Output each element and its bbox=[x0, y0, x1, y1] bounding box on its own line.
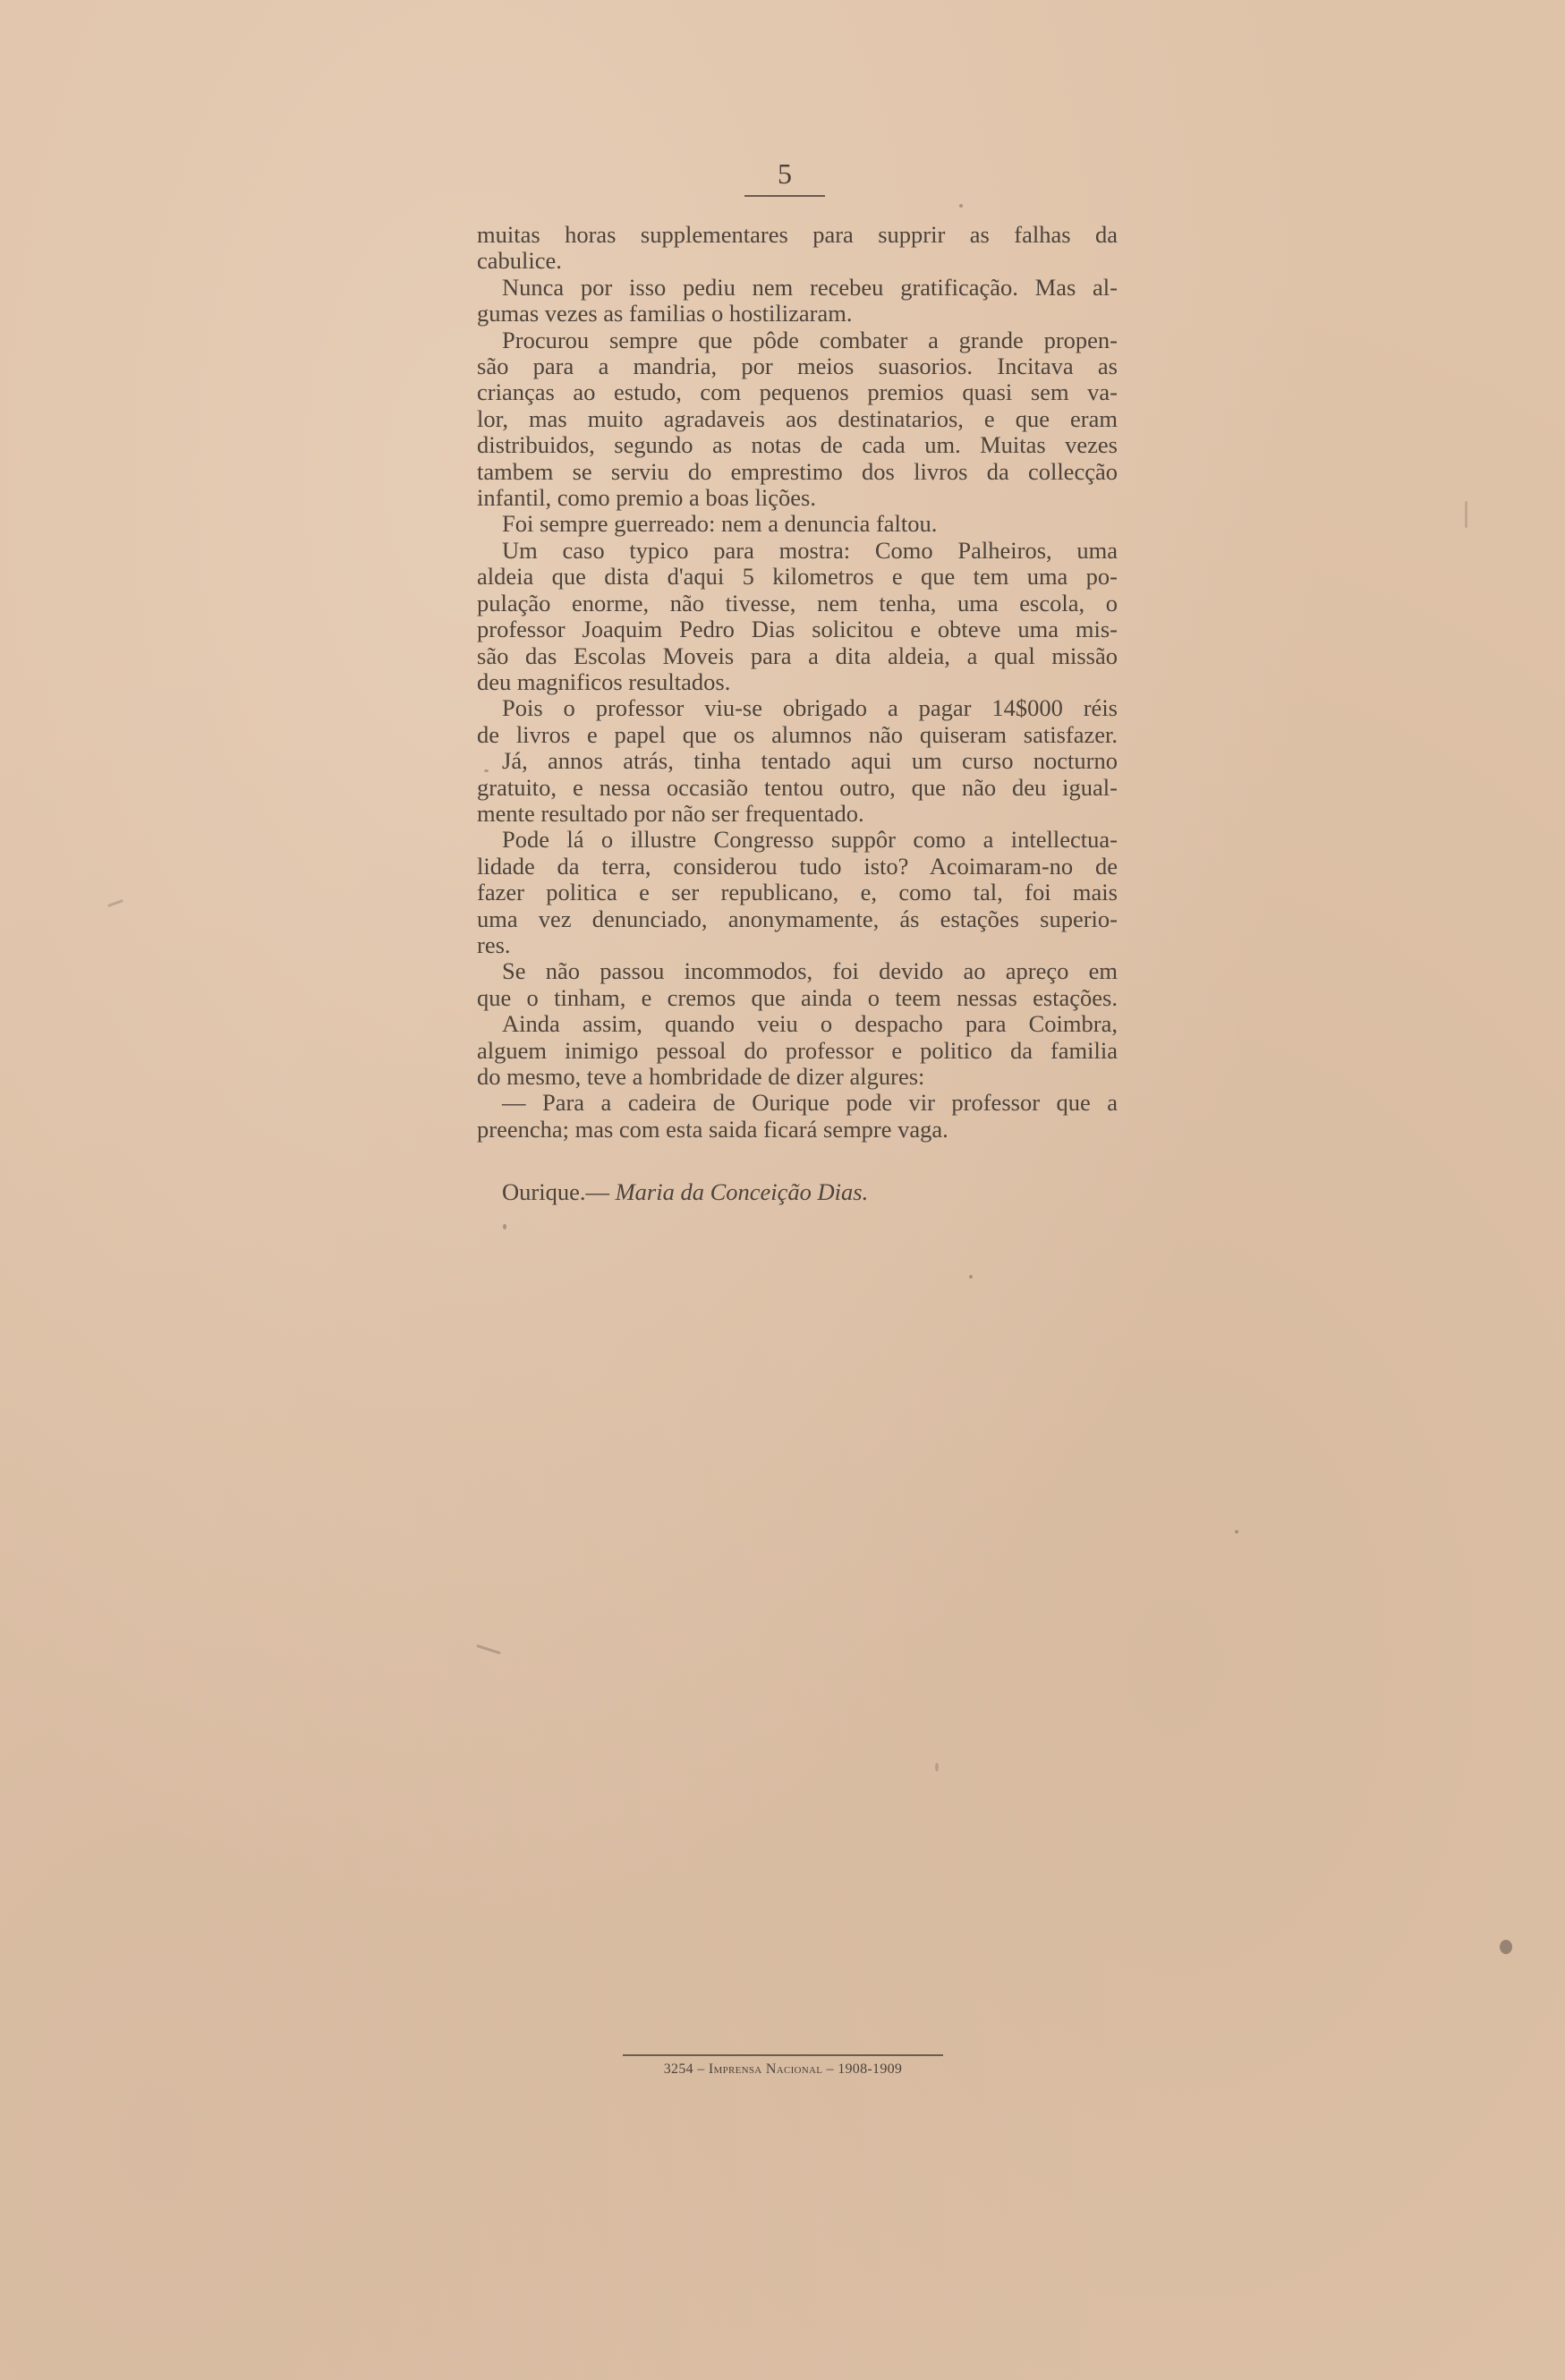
text-line: fazer politica e ser republicano, e, como tal, foi mais bbox=[477, 879, 1118, 906]
signature-author: Maria da Conceição Dias. bbox=[615, 1178, 869, 1205]
text-line: distribuidos, segundo as notas de cada um. Muitas vezes bbox=[477, 431, 1118, 459]
text-line: gratuito, e nessa occasião tentou outro, que não deu igual- bbox=[477, 773, 1118, 801]
text-line: são das Escolas Moveis para a dita aldeia, a qual missão bbox=[477, 642, 1118, 669]
paper-speck bbox=[969, 1275, 973, 1279]
text-line: mente resultado por não ser frequentado. bbox=[477, 799, 864, 827]
paper-speck bbox=[959, 204, 963, 208]
text-line: — Para a cadeira de Ourique pode vir professor que a bbox=[502, 1089, 1118, 1117]
printer-imprint bbox=[617, 2061, 948, 2078]
text-line: tambem se serviu do emprestimo dos livros da collecção bbox=[477, 457, 1118, 485]
paper-speck bbox=[484, 769, 489, 772]
text-line: Um caso typico para mostra: Como Palheiros, uma bbox=[502, 536, 1118, 564]
text-line: Pois o professor viu-se obrigado a pagar 14$000 réis bbox=[502, 694, 1118, 722]
paper-speck bbox=[1465, 501, 1467, 528]
page-number: 5 bbox=[778, 157, 792, 190]
text-line: res. bbox=[477, 931, 511, 958]
signature-place: Ourique.— bbox=[502, 1178, 609, 1205]
paper-speck bbox=[1500, 1940, 1512, 1954]
text-line: alguem inimigo pessoal do professor e politico da familia bbox=[477, 1036, 1118, 1064]
text-line: professor Joaquim Pedro Dias solicitou e obteve uma mis- bbox=[477, 616, 1118, 643]
text-line: lor, mas muito agradaveis aos destinatarios, e que eram bbox=[477, 404, 1118, 432]
text-line: Ainda assim, quando veiu o despacho para Coimbra, bbox=[502, 1010, 1118, 1038]
text-line: uma vez denunciado, anonymamente, ás estações superio- bbox=[477, 905, 1118, 932]
text-line: aldeia que dista d'aqui 5 kilometros e que tem uma po- bbox=[477, 563, 1118, 591]
text-line: infantil, como premio a boas lições. bbox=[477, 484, 816, 512]
paper-speck bbox=[107, 899, 123, 907]
text-line: preencha; mas com esta saida ficará sempre vaga. bbox=[477, 1115, 948, 1143]
text-line: muitas horas supplementares para supprir as falhas da bbox=[477, 221, 1118, 248]
text-line: lidade da terra, considerou tudo isto? Acoimaram-no de bbox=[477, 852, 1118, 880]
paper-speck bbox=[476, 1645, 501, 1655]
imprint-number: 3254 – bbox=[663, 2061, 709, 2077]
imprint-press: Imprensa Nacional bbox=[708, 2061, 823, 2077]
text-line: que o tinham, e cremos que ainda o teem nessas estações. bbox=[477, 983, 1118, 1011]
paper-speck bbox=[1235, 1530, 1238, 1534]
paper-speck bbox=[935, 1763, 939, 1772]
text-line: Já, annos atrás, tinha tentado aqui um curso nocturno bbox=[502, 747, 1118, 775]
text-line: Nunca por isso pediu nem recebeu gratificação. Mas al- bbox=[502, 273, 1118, 301]
signature-line bbox=[502, 1178, 868, 1205]
text-line: cabulice. bbox=[477, 247, 562, 275]
paper-speck bbox=[503, 1224, 506, 1229]
imprint-years: – 1908-1909 bbox=[822, 2061, 903, 2077]
text-line: Procurou sempre que pôde combater a grande propen- bbox=[502, 326, 1118, 353]
text-line: deu magnificos resultados. bbox=[477, 667, 731, 695]
text-line: crianças ao estudo, com pequenos premios quasi sem va- bbox=[477, 378, 1118, 406]
text-line: de livros e papel que os alumnos não quiseram satisfazer. bbox=[477, 720, 1118, 748]
body-text bbox=[477, 222, 1118, 1143]
text-line: do mesmo, teve a hombridade de dizer algures: bbox=[477, 1063, 925, 1090]
text-line: pulação enorme, não tivesse, nem tenha, uma escola, o bbox=[477, 589, 1118, 616]
text-line: Se não passou incommodos, foi devido ao apreço em bbox=[502, 957, 1118, 985]
text-line: Foi sempre guerreado: nem a denuncia faltou. bbox=[502, 510, 938, 538]
page-number-rule bbox=[744, 195, 825, 197]
text-line: Pode lá o illustre Congresso suppôr como a intellectua- bbox=[502, 826, 1118, 854]
footer-rule bbox=[623, 2054, 943, 2056]
text-line: gumas vezes as familias o hostilizaram. bbox=[477, 300, 853, 327]
text-line: são para a mandria, por meios suasorios. Incitava as bbox=[477, 353, 1118, 380]
